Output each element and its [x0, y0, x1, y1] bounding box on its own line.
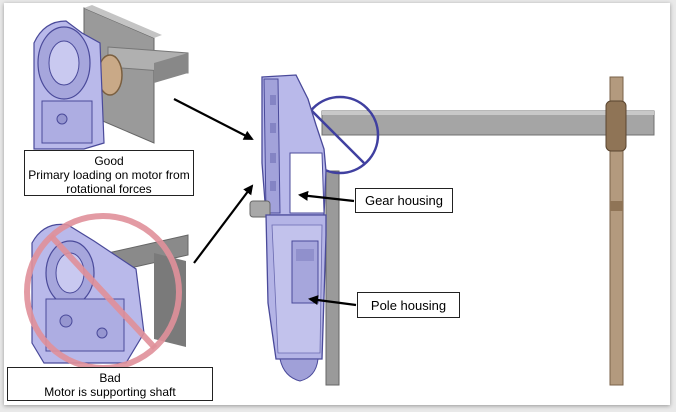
main-assembly-illustration	[250, 75, 654, 385]
good-callout-line2: rotational forces	[66, 182, 152, 196]
bad-callout-line1: Motor is supporting shaft	[44, 385, 176, 399]
pole-housing-label: Pole housing	[357, 292, 460, 318]
good-callout-line1: Primary loading on motor from	[28, 168, 190, 182]
gear-housing-label: Gear housing	[355, 188, 453, 213]
bad-mounting-illustration	[27, 216, 188, 368]
good-callout	[24, 150, 194, 196]
bad-callout	[7, 367, 213, 401]
mounting-bar	[326, 171, 339, 385]
good-mounting-illustration	[34, 5, 188, 149]
bad-pointer-arrow	[194, 186, 252, 263]
diagram-slide	[4, 3, 670, 405]
good-callout-title: Good	[94, 154, 124, 168]
bad-callout-title: Bad	[99, 371, 121, 385]
motor-mounting-diagram	[4, 3, 670, 405]
good-pointer-arrow	[174, 99, 252, 139]
